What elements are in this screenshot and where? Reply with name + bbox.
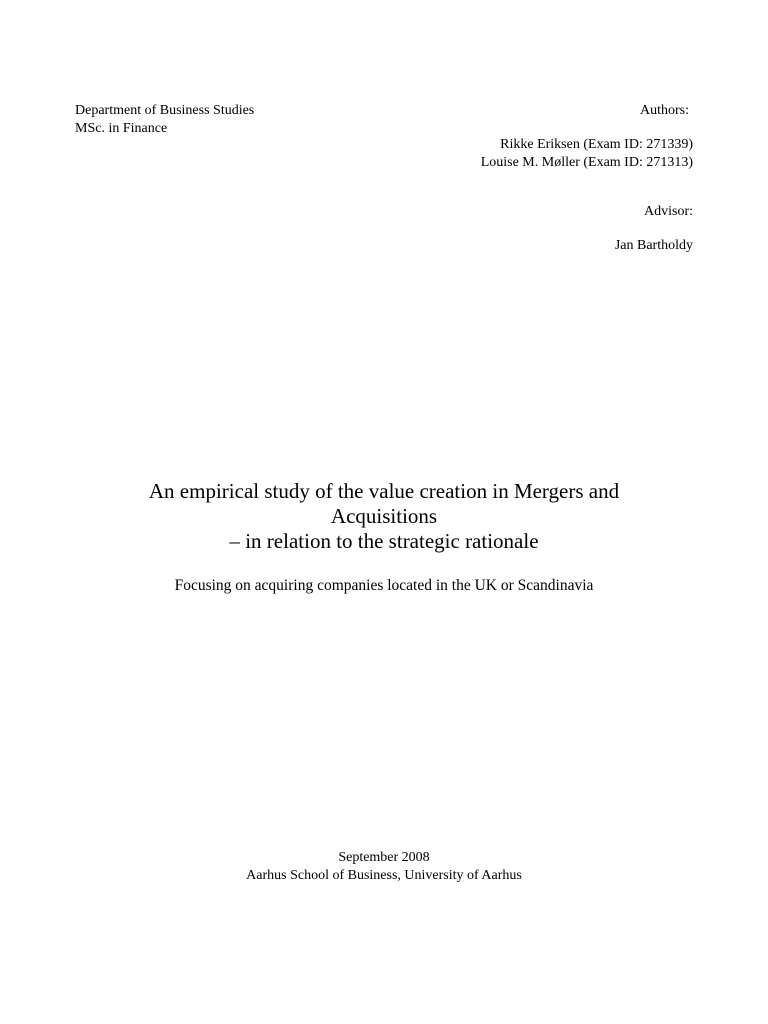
thesis-title — [0, 479, 768, 554]
author-name: Rikke Eriksen (Exam ID: 271339) — [500, 137, 693, 152]
authors-label: Authors: — [640, 103, 689, 118]
footer — [0, 849, 768, 885]
submission-date: September 2008 — [338, 850, 430, 865]
thesis-subtitle: Focusing on acquiring companies located in the UK or Scandinavia — [174, 577, 594, 594]
title-line: An empirical study of the value creation in Mergers and — [148, 479, 620, 503]
department-name: Department of Business Studies — [75, 103, 255, 118]
title-line: – in relation to the strategic rationale — [229, 529, 539, 553]
author-list — [481, 136, 693, 172]
title-line: Acquisitions — [330, 504, 438, 528]
programme-name: MSc. in Finance — [75, 121, 168, 136]
advisor-label: Advisor: — [644, 204, 693, 219]
author-name: Louise M. Møller (Exam ID: 271313) — [480, 155, 693, 170]
institution-name: Aarhus School of Business, University of Aarhus — [246, 868, 522, 883]
advisor-name: Jan Bartholdy — [614, 238, 693, 253]
department-header — [75, 102, 254, 138]
